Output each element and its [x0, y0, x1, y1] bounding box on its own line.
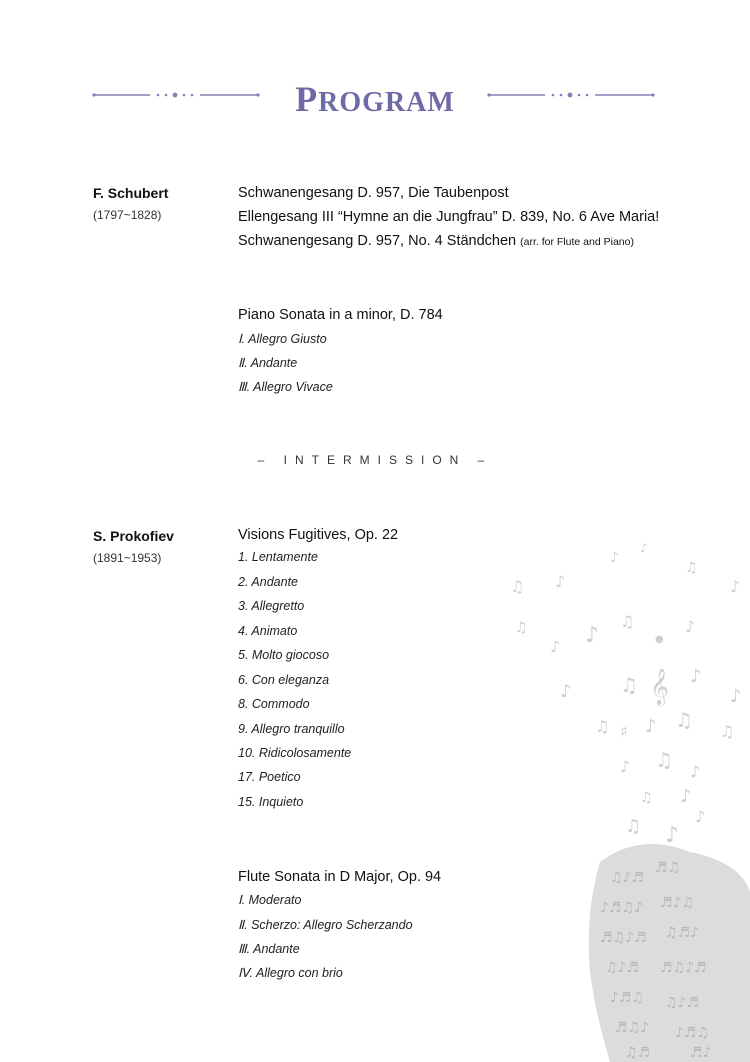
svg-text:♪♬♫: ♪♬♫ — [675, 1025, 710, 1041]
svg-text:♪: ♪ — [555, 572, 566, 591]
svg-text:♫: ♫ — [655, 748, 673, 772]
music-notes-piano-icon — [490, 532, 750, 1062]
work-title: Ellengesang III “Hymne an die Jungfrau” D. 839, No. 6 Ave Maria! — [238, 209, 660, 225]
work-title: Schwanengesang D. 957, No. 4 Ständchen (arr. for Flute and Piano) — [238, 233, 634, 249]
svg-text:♪: ♪ — [665, 823, 680, 848]
movement-item: Ⅱ. Andante — [238, 356, 298, 370]
svg-text:♬♪: ♬♪ — [690, 1045, 712, 1061]
svg-text:♫: ♫ — [640, 790, 653, 806]
svg-text:♪: ♪ — [560, 681, 572, 702]
program-header — [0, 70, 750, 126]
movement-item: Ⅰ. Moderato — [238, 893, 302, 907]
composer-prokofiev — [93, 525, 174, 569]
movement-item: 2. Andante — [238, 575, 299, 589]
svg-text:♫: ♫ — [620, 612, 635, 631]
movement-item: 3. Allegretto — [238, 599, 305, 613]
svg-text:♪: ♪ — [640, 541, 648, 555]
svg-text:♪: ♪ — [585, 623, 600, 648]
svg-text:♪: ♪ — [680, 786, 692, 807]
svg-text:♪♬♫♪: ♪♬♫♪ — [600, 900, 643, 916]
work-title: Schwanengesang D. 957, Die Taubenpost — [238, 185, 509, 201]
movement-item: 6. Con eleganza — [238, 673, 330, 687]
composer-name: S. Prokofiev — [93, 528, 174, 544]
svg-text:♫♪♬: ♫♪♬ — [610, 870, 645, 886]
svg-text:♫: ♫ — [625, 816, 642, 837]
movement-item: Ⅳ. Allegro con brio — [238, 966, 343, 980]
movement-item: 5. Molto giocoso — [238, 648, 330, 662]
movement-item: 8. Commodo — [238, 697, 310, 711]
work-title: Visions Fugitives, Op. 22 — [238, 527, 399, 543]
intermission-label: – INTERMISSION – — [257, 453, 493, 467]
movement-item: 10. Ridicolosamente — [238, 746, 352, 760]
svg-text:♪: ♪ — [730, 577, 741, 596]
movement-item: 17. Poetico — [238, 770, 301, 784]
movement-item: Ⅰ. Allegro Giusto — [238, 332, 327, 346]
svg-text:♫♪♬: ♫♪♬ — [605, 960, 640, 976]
svg-text:♪: ♪ — [730, 686, 742, 707]
svg-text:♫: ♫ — [720, 722, 735, 741]
svg-text:♫: ♫ — [515, 620, 528, 636]
movement-item: Ⅲ. Allegro Vivace — [238, 380, 333, 394]
svg-text:♫♬: ♫♬ — [625, 1045, 651, 1061]
page-title: PROGRAM — [295, 79, 455, 119]
svg-text:●: ● — [655, 634, 664, 645]
work-title: Piano Sonata in a minor, D. 784 — [238, 307, 443, 323]
svg-text:♪: ♪ — [550, 637, 561, 656]
svg-text:♫: ♫ — [510, 577, 525, 596]
svg-text:𝄞: 𝄞 — [650, 667, 669, 705]
svg-text:♫: ♫ — [595, 717, 610, 736]
svg-text:♪: ♪ — [695, 807, 706, 826]
ornament-right-icon — [487, 87, 657, 103]
svg-text:♫: ♫ — [675, 708, 693, 732]
svg-text:♪: ♪ — [620, 757, 631, 776]
svg-text:♪: ♪ — [610, 550, 619, 566]
svg-text:♫♪♬: ♫♪♬ — [665, 995, 700, 1011]
svg-text:♯: ♯ — [620, 722, 628, 741]
movement-item: Ⅱ. Scherzo: Allegro Scherzando — [238, 918, 413, 932]
arrangement-note: (arr. for Flute and Piano) — [520, 236, 634, 248]
movement-item: Ⅲ. Andante — [238, 942, 300, 956]
svg-text:♬♪♫: ♬♪♫ — [660, 895, 695, 911]
svg-text:♪: ♪ — [685, 617, 696, 636]
movement-item: 1. Lentamente — [238, 550, 318, 564]
svg-text:♪: ♪ — [645, 716, 657, 737]
svg-text:♪: ♪ — [690, 762, 701, 781]
svg-text:♪: ♪ — [690, 666, 702, 687]
composer-dates: (1891~1953) — [93, 551, 162, 565]
svg-text:♬♫♪♬: ♬♫♪♬ — [600, 930, 647, 946]
svg-text:♪♬♫: ♪♬♫ — [610, 990, 645, 1006]
work-title: Flute Sonata in D Major, Op. 94 — [238, 869, 442, 885]
svg-text:♬♫♪♬: ♬♫♪♬ — [660, 960, 707, 976]
movement-item: 4. Animato — [238, 624, 298, 638]
composer-schubert — [93, 182, 168, 226]
svg-text:♬♫: ♬♫ — [655, 860, 681, 876]
movement-item: 15. Inquieto — [238, 795, 304, 809]
svg-text:♫♬♪: ♫♬♪ — [665, 925, 700, 941]
movement-item: 9. Allegro tranquillo — [238, 722, 345, 736]
svg-text:♫: ♫ — [620, 673, 638, 697]
svg-text:♬♫♪: ♬♫♪ — [615, 1020, 650, 1036]
composer-name: F. Schubert — [93, 185, 169, 201]
svg-text:♫: ♫ — [685, 560, 698, 576]
composer-dates: (1797~1828) — [93, 208, 162, 222]
